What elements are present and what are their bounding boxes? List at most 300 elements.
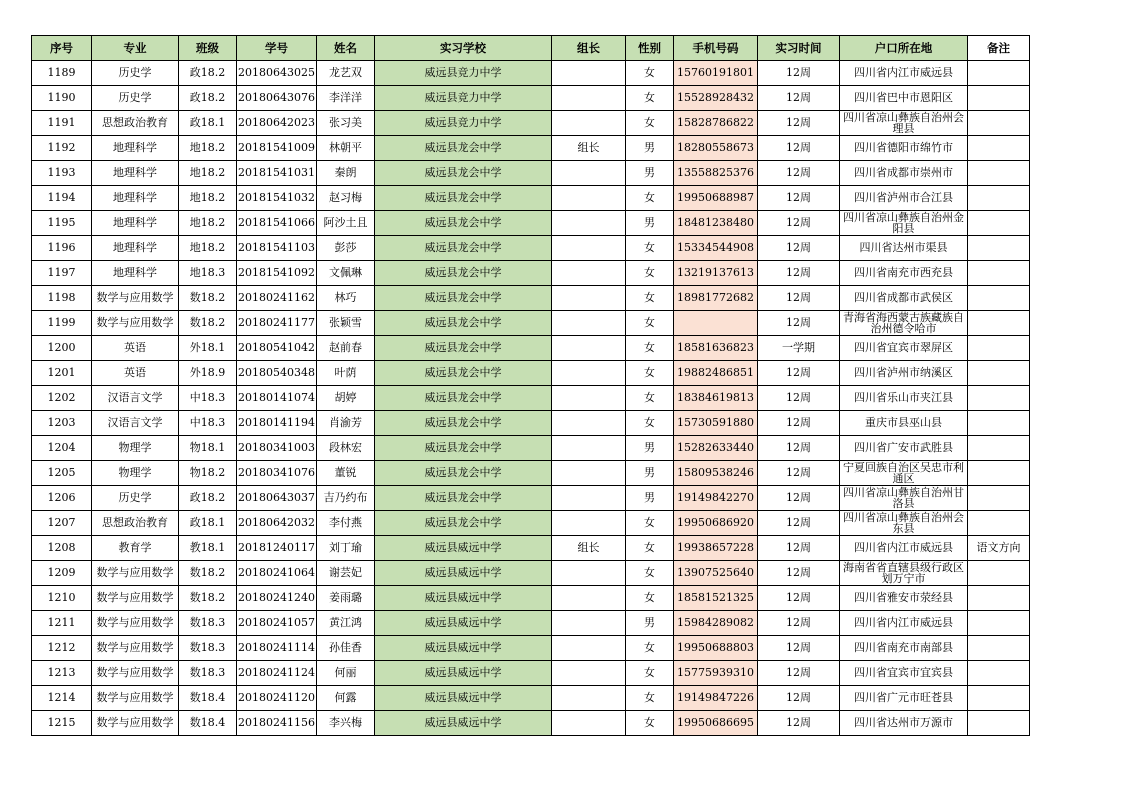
- cell-phone: 15334544908: [673, 236, 757, 261]
- cell-notes: [967, 336, 1029, 361]
- cell-notes: [967, 161, 1029, 186]
- header-cell-major: 专业: [92, 36, 179, 61]
- cell-gender: 女: [625, 236, 673, 261]
- header-cell-leader: 组长: [551, 36, 625, 61]
- cell-notes: [967, 261, 1029, 286]
- cell-notes: [967, 311, 1029, 336]
- cell-duration: 12周: [757, 511, 839, 536]
- cell-gender: 女: [625, 511, 673, 536]
- cell-residence: 四川省雅安市荥经县: [839, 586, 967, 611]
- header-cell-residence: 户口所在地: [839, 36, 967, 61]
- cell-class: 地18.2: [179, 161, 237, 186]
- cell-student-id: 20180141074: [237, 386, 317, 411]
- cell-notes: [967, 511, 1029, 536]
- cell-duration: 12周: [757, 436, 839, 461]
- cell-gender: 女: [625, 111, 673, 136]
- cell-name: 刘丁瑜: [316, 536, 374, 561]
- cell-leader: [551, 436, 625, 461]
- cell-notes: [967, 661, 1029, 686]
- cell-student-id: 20180241057: [237, 611, 317, 636]
- cell-school: 威远县威远中学: [374, 536, 551, 561]
- cell-index: 1202: [32, 386, 92, 411]
- cell-school: 威远县威远中学: [374, 686, 551, 711]
- cell-name: 林朝平: [316, 136, 374, 161]
- cell-school: 威远县威远中学: [374, 561, 551, 586]
- cell-gender: 男: [625, 161, 673, 186]
- cell-residence: 四川省凉山彝族自治州会理县: [839, 111, 967, 136]
- cell-index: 1214: [32, 686, 92, 711]
- cell-phone: 19938657228: [673, 536, 757, 561]
- cell-leader: [551, 336, 625, 361]
- cell-student-id: 20181541103: [237, 236, 317, 261]
- cell-leader: [551, 411, 625, 436]
- cell-school: 威远县龙会中学: [374, 436, 551, 461]
- internship-table: [31, 35, 1030, 736]
- cell-major: 历史学: [92, 61, 179, 86]
- cell-duration: 12周: [757, 361, 839, 386]
- cell-notes: [967, 686, 1029, 711]
- cell-leader: [551, 711, 625, 736]
- cell-school: 威远县龙会中学: [374, 486, 551, 511]
- cell-gender: 女: [625, 261, 673, 286]
- cell-residence: 四川省泸州市纳溪区: [839, 361, 967, 386]
- cell-index: 1206: [32, 486, 92, 511]
- cell-residence: 四川省宜宾市宜宾县: [839, 661, 967, 686]
- cell-phone: 13219137613: [673, 261, 757, 286]
- cell-name: 肖渝芳: [316, 411, 374, 436]
- cell-gender: 女: [625, 586, 673, 611]
- header-cell-school: 实习学校: [374, 36, 551, 61]
- cell-student-id: 20180643037: [237, 486, 317, 511]
- cell-school: 威远县龙会中学: [374, 511, 551, 536]
- cell-name: 彭莎: [316, 236, 374, 261]
- cell-gender: 女: [625, 186, 673, 211]
- cell-notes: [967, 411, 1029, 436]
- cell-name: 孙佳香: [316, 636, 374, 661]
- cell-index: 1189: [32, 61, 92, 86]
- table-row: [32, 136, 1030, 161]
- cell-name: 秦朗: [316, 161, 374, 186]
- cell-major: 地理科学: [92, 236, 179, 261]
- cell-duration: 12周: [757, 661, 839, 686]
- cell-gender: 女: [625, 311, 673, 336]
- cell-index: 1210: [32, 586, 92, 611]
- cell-major: 思想政治教育: [92, 111, 179, 136]
- cell-leader: [551, 611, 625, 636]
- cell-school: 威远县威远中学: [374, 586, 551, 611]
- cell-major: 历史学: [92, 86, 179, 111]
- cell-index: 1199: [32, 311, 92, 336]
- cell-class: 数18.3: [179, 636, 237, 661]
- cell-duration: 12周: [757, 211, 839, 236]
- cell-leader: [551, 486, 625, 511]
- cell-phone: 19149842270: [673, 486, 757, 511]
- cell-school: 威远县龙会中学: [374, 386, 551, 411]
- cell-notes: [967, 586, 1029, 611]
- table-row: [32, 161, 1030, 186]
- cell-phone: 18481238480: [673, 211, 757, 236]
- cell-school: 威远县龙会中学: [374, 236, 551, 261]
- cell-notes: [967, 186, 1029, 211]
- cell-class: 地18.2: [179, 236, 237, 261]
- cell-leader: [551, 236, 625, 261]
- cell-school: 威远县威远中学: [374, 636, 551, 661]
- cell-name: 李兴梅: [316, 711, 374, 736]
- cell-gender: 男: [625, 136, 673, 161]
- cell-duration: 12周: [757, 386, 839, 411]
- cell-gender: 女: [625, 661, 673, 686]
- table-row: [32, 436, 1030, 461]
- header-cell-gender: 性别: [625, 36, 673, 61]
- cell-phone: 18384619813: [673, 386, 757, 411]
- cell-name: 谢芸妃: [316, 561, 374, 586]
- cell-index: 1215: [32, 711, 92, 736]
- cell-student-id: 20180643076: [237, 86, 317, 111]
- table-row: [32, 586, 1030, 611]
- cell-name: 文佩琳: [316, 261, 374, 286]
- cell-gender: 男: [625, 486, 673, 511]
- cell-school: 威远县龙会中学: [374, 161, 551, 186]
- cell-leader: [551, 686, 625, 711]
- cell-class: 数18.2: [179, 311, 237, 336]
- cell-school: 威远县竞力中学: [374, 86, 551, 111]
- cell-phone: 15528928432: [673, 86, 757, 111]
- cell-student-id: 20180241162: [237, 286, 317, 311]
- cell-school: 威远县龙会中学: [374, 211, 551, 236]
- cell-index: 1204: [32, 436, 92, 461]
- cell-class: 外18.1: [179, 336, 237, 361]
- cell-major: 英语: [92, 361, 179, 386]
- cell-major: 思想政治教育: [92, 511, 179, 536]
- cell-residence: 四川省达州市万源市: [839, 711, 967, 736]
- cell-residence: 四川省内江市威远县: [839, 536, 967, 561]
- table-row: [32, 561, 1030, 586]
- cell-name: 张习美: [316, 111, 374, 136]
- cell-student-id: 20180241124: [237, 661, 317, 686]
- cell-name: 胡婷: [316, 386, 374, 411]
- table-row: [32, 236, 1030, 261]
- cell-leader: [551, 311, 625, 336]
- cell-index: 1208: [32, 536, 92, 561]
- cell-duration: 12周: [757, 711, 839, 736]
- cell-index: 1194: [32, 186, 92, 211]
- cell-phone: 19950686695: [673, 711, 757, 736]
- cell-phone: 13907525640: [673, 561, 757, 586]
- cell-school: 威远县威远中学: [374, 661, 551, 686]
- cell-name: 李洋洋: [316, 86, 374, 111]
- cell-student-id: 20181541009: [237, 136, 317, 161]
- cell-major: 英语: [92, 336, 179, 361]
- cell-major: 地理科学: [92, 161, 179, 186]
- cell-student-id: 20181541066: [237, 211, 317, 236]
- cell-major: 地理科学: [92, 211, 179, 236]
- cell-phone: 19950688987: [673, 186, 757, 211]
- cell-index: 1207: [32, 511, 92, 536]
- cell-name: 林巧: [316, 286, 374, 311]
- cell-index: 1203: [32, 411, 92, 436]
- table-row: [32, 261, 1030, 286]
- cell-gender: 女: [625, 411, 673, 436]
- cell-school: 威远县龙会中学: [374, 336, 551, 361]
- cell-notes: [967, 236, 1029, 261]
- cell-school: 威远县竞力中学: [374, 61, 551, 86]
- cell-notes: 语文方向: [967, 536, 1029, 561]
- cell-duration: 12周: [757, 186, 839, 211]
- cell-name: 李付燕: [316, 511, 374, 536]
- cell-notes: [967, 561, 1029, 586]
- cell-student-id: 20180540348: [237, 361, 317, 386]
- cell-gender: 女: [625, 686, 673, 711]
- cell-index: 1198: [32, 286, 92, 311]
- cell-duration: 12周: [757, 286, 839, 311]
- cell-phone: 18280558673: [673, 136, 757, 161]
- cell-phone: 15282633440: [673, 436, 757, 461]
- cell-school: 威远县龙会中学: [374, 411, 551, 436]
- cell-residence: 四川省宜宾市翠屏区: [839, 336, 967, 361]
- cell-residence: 四川省南充市南部县: [839, 636, 967, 661]
- cell-name: 董锐: [316, 461, 374, 486]
- header-cell-phone: 手机号码: [673, 36, 757, 61]
- cell-index: 1196: [32, 236, 92, 261]
- cell-class: 物18.2: [179, 461, 237, 486]
- table-row: [32, 336, 1030, 361]
- cell-gender: 女: [625, 636, 673, 661]
- cell-duration: 12周: [757, 161, 839, 186]
- cell-name: 叶荫: [316, 361, 374, 386]
- cell-notes: [967, 361, 1029, 386]
- cell-duration: 12周: [757, 536, 839, 561]
- cell-major: 地理科学: [92, 186, 179, 211]
- table-row: [32, 61, 1030, 86]
- cell-gender: 女: [625, 536, 673, 561]
- cell-residence: 重庆市县巫山县: [839, 411, 967, 436]
- cell-notes: [967, 86, 1029, 111]
- cell-school: 威远县竞力中学: [374, 111, 551, 136]
- cell-notes: [967, 211, 1029, 236]
- cell-phone: 19882486851: [673, 361, 757, 386]
- cell-phone: 18581636823: [673, 336, 757, 361]
- table-row: [32, 661, 1030, 686]
- cell-major: 数学与应用数学: [92, 686, 179, 711]
- cell-student-id: 20180643025: [237, 61, 317, 86]
- cell-duration: 12周: [757, 136, 839, 161]
- cell-student-id: 20180341003: [237, 436, 317, 461]
- cell-class: 地18.2: [179, 136, 237, 161]
- table-row: [32, 311, 1030, 336]
- cell-class: 中18.3: [179, 411, 237, 436]
- header-row: [32, 36, 1030, 61]
- cell-gender: 女: [625, 61, 673, 86]
- cell-index: 1193: [32, 161, 92, 186]
- cell-notes: [967, 436, 1029, 461]
- cell-name: 龙艺双: [316, 61, 374, 86]
- cell-duration: 12周: [757, 236, 839, 261]
- cell-residence: 四川省乐山市夹江县: [839, 386, 967, 411]
- cell-student-id: 20180141194: [237, 411, 317, 436]
- cell-index: 1212: [32, 636, 92, 661]
- table-row: [32, 361, 1030, 386]
- table-row: [32, 486, 1030, 511]
- table-row: [32, 686, 1030, 711]
- cell-class: 政18.2: [179, 61, 237, 86]
- cell-major: 数学与应用数学: [92, 311, 179, 336]
- cell-duration: 12周: [757, 636, 839, 661]
- cell-phone: 15775939310: [673, 661, 757, 686]
- cell-major: 历史学: [92, 486, 179, 511]
- cell-notes: [967, 486, 1029, 511]
- cell-name: 何丽: [316, 661, 374, 686]
- cell-student-id: 20180241240: [237, 586, 317, 611]
- cell-leader: 组长: [551, 136, 625, 161]
- table-row: [32, 186, 1030, 211]
- cell-major: 地理科学: [92, 136, 179, 161]
- cell-class: 外18.9: [179, 361, 237, 386]
- cell-class: 政18.1: [179, 111, 237, 136]
- cell-major: 教育学: [92, 536, 179, 561]
- cell-major: 数学与应用数学: [92, 561, 179, 586]
- cell-duration: 12周: [757, 311, 839, 336]
- cell-phone: 15730591880: [673, 411, 757, 436]
- cell-index: 1209: [32, 561, 92, 586]
- header-cell-duration: 实习时间: [757, 36, 839, 61]
- cell-phone: 15828786822: [673, 111, 757, 136]
- cell-student-id: 20180241114: [237, 636, 317, 661]
- cell-notes: [967, 611, 1029, 636]
- cell-residence: 四川省泸州市合江县: [839, 186, 967, 211]
- cell-notes: [967, 111, 1029, 136]
- cell-residence: 青海省海西蒙古族藏族自治州德令哈市: [839, 311, 967, 336]
- cell-index: 1191: [32, 111, 92, 136]
- cell-class: 数18.4: [179, 711, 237, 736]
- cell-notes: [967, 711, 1029, 736]
- cell-notes: [967, 461, 1029, 486]
- cell-class: 物18.1: [179, 436, 237, 461]
- table-row: [32, 111, 1030, 136]
- cell-name: 张颖雪: [316, 311, 374, 336]
- cell-phone: 18581521325: [673, 586, 757, 611]
- cell-leader: [551, 61, 625, 86]
- cell-residence: 四川省凉山彝族自治州会东县: [839, 511, 967, 536]
- cell-school: 威远县龙会中学: [374, 186, 551, 211]
- cell-residence: 四川省成都市武侯区: [839, 286, 967, 311]
- cell-duration: 12周: [757, 611, 839, 636]
- cell-school: 威远县龙会中学: [374, 461, 551, 486]
- cell-residence: 四川省广元市旺苍县: [839, 686, 967, 711]
- cell-duration: 12周: [757, 86, 839, 111]
- cell-phone: [673, 311, 757, 336]
- cell-index: 1213: [32, 661, 92, 686]
- cell-index: 1197: [32, 261, 92, 286]
- cell-notes: [967, 136, 1029, 161]
- cell-class: 数18.2: [179, 286, 237, 311]
- cell-residence: 四川省凉山彝族自治州金阳县: [839, 211, 967, 236]
- cell-residence: 四川省南充市西充县: [839, 261, 967, 286]
- cell-school: 威远县龙会中学: [374, 261, 551, 286]
- cell-duration: 12周: [757, 486, 839, 511]
- cell-duration: 12周: [757, 261, 839, 286]
- cell-student-id: 20180241156: [237, 711, 317, 736]
- cell-student-id: 20181541032: [237, 186, 317, 211]
- cell-name: 黄江鸿: [316, 611, 374, 636]
- cell-student-id: 20181541092: [237, 261, 317, 286]
- cell-leader: [551, 511, 625, 536]
- cell-class: 教18.1: [179, 536, 237, 561]
- cell-phone: 19950686920: [673, 511, 757, 536]
- cell-notes: [967, 61, 1029, 86]
- cell-gender: 女: [625, 336, 673, 361]
- cell-residence: 四川省巴中市恩阳区: [839, 86, 967, 111]
- cell-class: 数18.2: [179, 561, 237, 586]
- cell-school: 威远县龙会中学: [374, 361, 551, 386]
- cell-notes: [967, 386, 1029, 411]
- cell-duration: 12周: [757, 111, 839, 136]
- cell-phone: 18981772682: [673, 286, 757, 311]
- cell-index: 1195: [32, 211, 92, 236]
- table-row: [32, 286, 1030, 311]
- cell-duration: 12周: [757, 61, 839, 86]
- cell-gender: 男: [625, 461, 673, 486]
- cell-name: 赵习梅: [316, 186, 374, 211]
- cell-student-id: 20180341076: [237, 461, 317, 486]
- cell-residence: 宁夏回族自治区吴忠市利通区: [839, 461, 967, 486]
- cell-class: 中18.3: [179, 386, 237, 411]
- table-row: [32, 211, 1030, 236]
- cell-major: 数学与应用数学: [92, 586, 179, 611]
- cell-residence: 四川省达州市渠县: [839, 236, 967, 261]
- table-row: [32, 611, 1030, 636]
- cell-major: 数学与应用数学: [92, 611, 179, 636]
- table-row: [32, 86, 1030, 111]
- cell-index: 1200: [32, 336, 92, 361]
- cell-leader: [551, 261, 625, 286]
- cell-class: 地18.2: [179, 186, 237, 211]
- cell-leader: [551, 161, 625, 186]
- cell-name: 吉乃约布: [316, 486, 374, 511]
- cell-major: 物理学: [92, 461, 179, 486]
- header-cell-student-id: 学号: [237, 36, 317, 61]
- cell-major: 汉语言文学: [92, 386, 179, 411]
- cell-major: 地理科学: [92, 261, 179, 286]
- header-cell-index: 序号: [32, 36, 92, 61]
- cell-school: 威远县龙会中学: [374, 286, 551, 311]
- cell-student-id: 20181240117: [237, 536, 317, 561]
- cell-name: 阿沙土且: [316, 211, 374, 236]
- cell-leader: [551, 286, 625, 311]
- cell-name: 何露: [316, 686, 374, 711]
- cell-phone: 15984289082: [673, 611, 757, 636]
- cell-class: 政18.2: [179, 486, 237, 511]
- cell-leader: [551, 586, 625, 611]
- cell-gender: 女: [625, 361, 673, 386]
- cell-duration: 12周: [757, 411, 839, 436]
- table-row: [32, 636, 1030, 661]
- cell-school: 威远县威远中学: [374, 611, 551, 636]
- cell-notes: [967, 636, 1029, 661]
- cell-gender: 男: [625, 211, 673, 236]
- cell-major: 数学与应用数学: [92, 711, 179, 736]
- cell-class: 数18.3: [179, 661, 237, 686]
- cell-name: 姜雨璐: [316, 586, 374, 611]
- cell-residence: 四川省内江市威远县: [839, 61, 967, 86]
- cell-index: 1205: [32, 461, 92, 486]
- table-row: [32, 411, 1030, 436]
- cell-leader: [551, 461, 625, 486]
- cell-major: 数学与应用数学: [92, 661, 179, 686]
- table-body: [32, 61, 1030, 736]
- cell-class: 数18.4: [179, 686, 237, 711]
- cell-class: 地18.3: [179, 261, 237, 286]
- cell-phone: 15760191801: [673, 61, 757, 86]
